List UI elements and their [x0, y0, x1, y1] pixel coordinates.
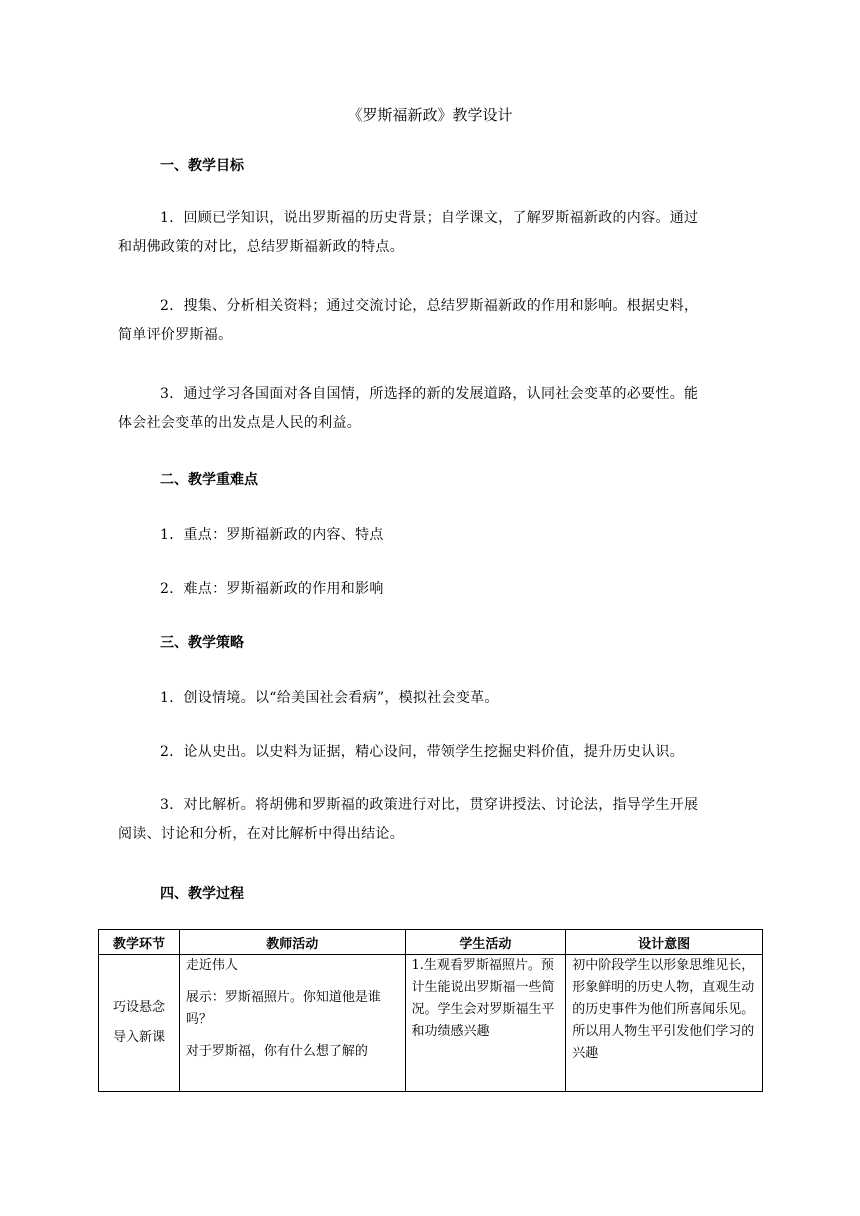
section-heading-key-points: 二、教学重难点 — [160, 472, 258, 488]
document-title: 《罗斯福新政》教学设计 — [347, 106, 513, 124]
stage-line-2: 导入新课 — [112, 1030, 165, 1045]
cell-teacher-activity — [179, 955, 405, 1092]
header-student-activity: 学生活动 — [405, 930, 566, 955]
header-stage: 教学环节 — [99, 930, 180, 955]
strategy-item-3-line-2: 阅读、讨论和分析，在对比解析中得出结论。 — [118, 826, 404, 842]
objective-item-2 — [118, 292, 738, 350]
header-design-intent: 设计意图 — [566, 930, 763, 955]
section-heading-process: 四、教学过程 — [160, 886, 244, 902]
section-heading-objectives: 一、教学目标 — [160, 158, 244, 174]
strategy-item-3-line-1: 3．对比解析。将胡佛和罗斯福的政策进行对比，贯穿讲授法、讨论法，指导学生开展 — [160, 797, 699, 813]
strategy-item-2: 2．论从史出。以史料为证据，精心设问，带领学生挖掘史料价值，提升历史认识。 — [160, 744, 685, 760]
strategy-item-3 — [118, 791, 738, 849]
cell-design-intent: 初中阶段学生以形象思维见长，形象鲜明的历史人物，直观生动的历史事件为他们所喜闻乐见。所以用人物生平引发他们学习的兴趣 — [566, 955, 763, 1092]
cell-student-activity: 1.生观看罗斯福照片。预计生能说出罗斯福一些简况。学生会对罗斯福生平和功绩感兴趣 — [405, 955, 566, 1092]
strategy-item-1: 1．创设情境。以“给美国社会看病”，模拟社会变革。 — [160, 690, 499, 706]
objective-item-1 — [118, 204, 738, 262]
objective-item-1-line-1: 1．回顾已学知识，说出罗斯福的历史背景；自学课文，了解罗斯福新政的内容。通过 — [160, 210, 699, 226]
teacher-line-1: 走近伟人 — [185, 958, 238, 973]
teacher-line-2: 展示：罗斯福照片。你知道他是谁吗？ — [185, 990, 381, 1027]
teaching-process-table — [98, 929, 763, 1092]
teacher-line-3: 对于罗斯福，你有什么想了解的 — [185, 1044, 368, 1059]
objective-item-1-line-2: 和胡佛政策的对比，总结罗斯福新政的特点。 — [118, 239, 404, 255]
objective-item-2-line-2: 简单评价罗斯福。 — [118, 327, 233, 343]
stage-line-1: 巧设悬念 — [112, 1000, 165, 1015]
key-point-item-1: 1．重点：罗斯福新政的内容、特点 — [160, 527, 384, 543]
section-heading-strategies: 三、教学策略 — [160, 635, 244, 651]
objective-item-2-line-1: 2．搜集、分析相关资料；通过交流讨论，总结罗斯福新政的作用和影响。根据史料， — [160, 298, 699, 314]
cell-stage — [99, 955, 180, 1092]
objective-item-3-line-2: 体会社会变革的出发点是人民的利益。 — [118, 415, 362, 431]
objective-item-3-line-1: 3．通过学习各国面对各自国情，所选择的新的发展道路，认同社会变革的必要性。能 — [160, 386, 699, 402]
objective-item-3 — [118, 380, 738, 438]
key-point-item-2: 2．难点：罗斯福新政的作用和影响 — [160, 581, 384, 597]
table-header-row — [99, 930, 763, 955]
table-row — [99, 955, 763, 1092]
header-teacher-activity: 教师活动 — [179, 930, 405, 955]
